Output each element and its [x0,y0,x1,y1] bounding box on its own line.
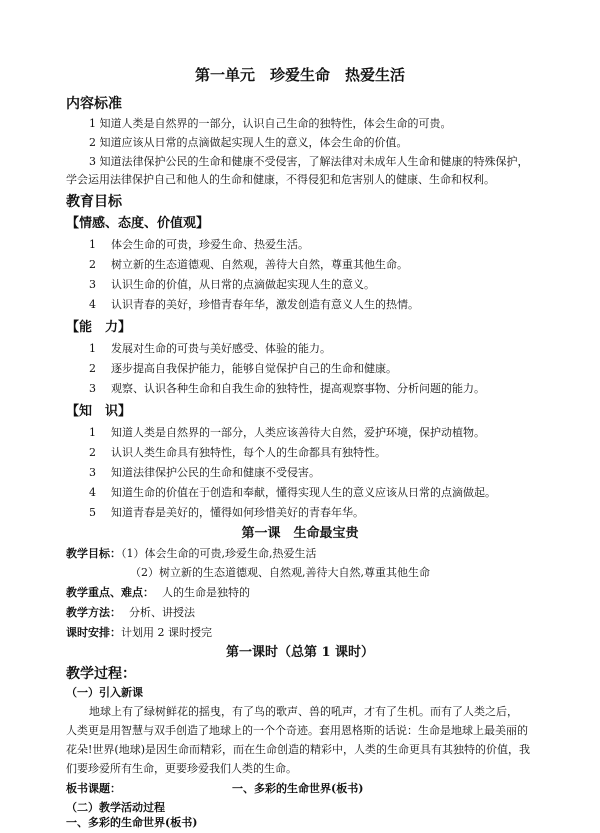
section-heading: 一、多彩的生命世界(板书) [66,816,198,829]
board-label: 板书课题： [66,782,121,795]
ability-item-1: 1 发展对生命的可贵与美好感受、体验的能力。 [89,342,331,355]
activity-heading: （二）教学活动过程 [66,801,165,814]
knowledge-item-5: 5 知道青春是美好的，懂得如何珍惜美好的青春年华。 [89,506,364,519]
unit-title: 第一单元 珍爱生命 热爱生活 [194,66,405,84]
intro-line-4: 们要珍爱所有生命，更要珍爱我们人类的生命。 [66,762,297,775]
emotion-item-2: 2 树立新的生态道德观、自然观，善待大自然，尊重其他生命。 [89,258,408,271]
emotion-item-3: 3 认识生命的价值，从日常的点滴做起实现人生的意义。 [89,278,375,291]
lesson-time: 课时安排：计划用 2 课时授完 [66,626,212,639]
knowledge-item-2: 2 认识人类生命具有独特性，每个人的生命都具有独特性。 [89,446,386,459]
lesson-title: 第一课 生命最宝贵 [241,526,359,541]
knowledge-item-3: 3 知道法律保护公民的生命和健康不受侵害。 [89,466,320,479]
intro-line-2: 人类更是用智慧与双手创造了地球上的一个个奇迹。套用恩格斯的话说：生命是地球上最美丽的 [66,724,528,737]
content-standard-heading: 内容标准 [66,96,122,112]
content-standard-item-3: 3 知道法律保护公民的生命和健康不受侵害，了解法律对未成年人生命和健康的特殊保护， [89,155,529,168]
intro-line-1: 地球上有了绿树鲜花的摇曳，有了鸟的歌声、兽的吼声，才有了生机。而有了人类之后， [89,705,518,718]
emotion-heading: 【情感、态度、价值观】 [66,216,210,231]
lesson-goal-2: （2）树立新的生态道德观、自然观,善待大自然,尊重其他生命 [130,566,430,579]
knowledge-item-4: 4 知道生命的价值在于创造和奉献，懂得实现人生的意义应该从日常的点滴做起。 [89,486,496,499]
intro-line-3: 花朵!世界(地球)是因生命而精彩，而在生命创造的精彩中，人类的生命更具有其独特的价值，我 [66,743,531,756]
emotion-item-1: 1 体会生命的可贵，珍爱生命、热爱生活。 [89,238,309,251]
lesson-goal-1: 教学目标：（1）体会生命的可贵,珍爱生命,热爱生活 [66,547,317,560]
teaching-goals-heading: 教育目标 [66,194,122,210]
lesson-method: 教学方法： 分析、讲授法 [66,606,195,619]
ability-heading: 【能 力】 [66,320,132,335]
ability-item-2: 2 逐步提高自我保护能力，能够自觉保护自己的生命和健康。 [89,362,397,375]
process-heading: 教学过程： [66,666,136,682]
knowledge-heading: 【知 识】 [66,404,132,419]
content-standard-item-1: 1 知道人类是自然界的一部分，认识自己生命的独特性，体会生命的可贵。 [89,117,452,130]
emotion-item-4: 4 认识青春的美好，珍惜青春年华，激发创造有意义人生的热情。 [89,298,419,311]
intro-heading: （一）引入新课 [66,686,143,699]
knowledge-item-1: 1 知道人类是自然界的一部分，人类应该善待大自然，爱护环境，保护动植物。 [89,426,485,439]
board-text: 一、多彩的生命世界(板书) [232,782,364,795]
content-standard-item-2: 2 知道应该从日常的点滴做起实现人生的意义，体会生命的价值。 [89,136,408,149]
session-title: 第一课时（总第 1 课时） [225,645,375,660]
ability-item-3: 3 观察、认识各种生命和自我生命的独特性，提高观察事物、分析问题的能力。 [89,382,485,395]
content-standard-item-3-cont: 学会运用法律保护自己和他人的生命和健康，不得侵犯和危害别人的健康、生命和权利。 [66,173,495,186]
lesson-key-points: 教学重点、难点： 人的生命是独特的 [66,586,250,599]
